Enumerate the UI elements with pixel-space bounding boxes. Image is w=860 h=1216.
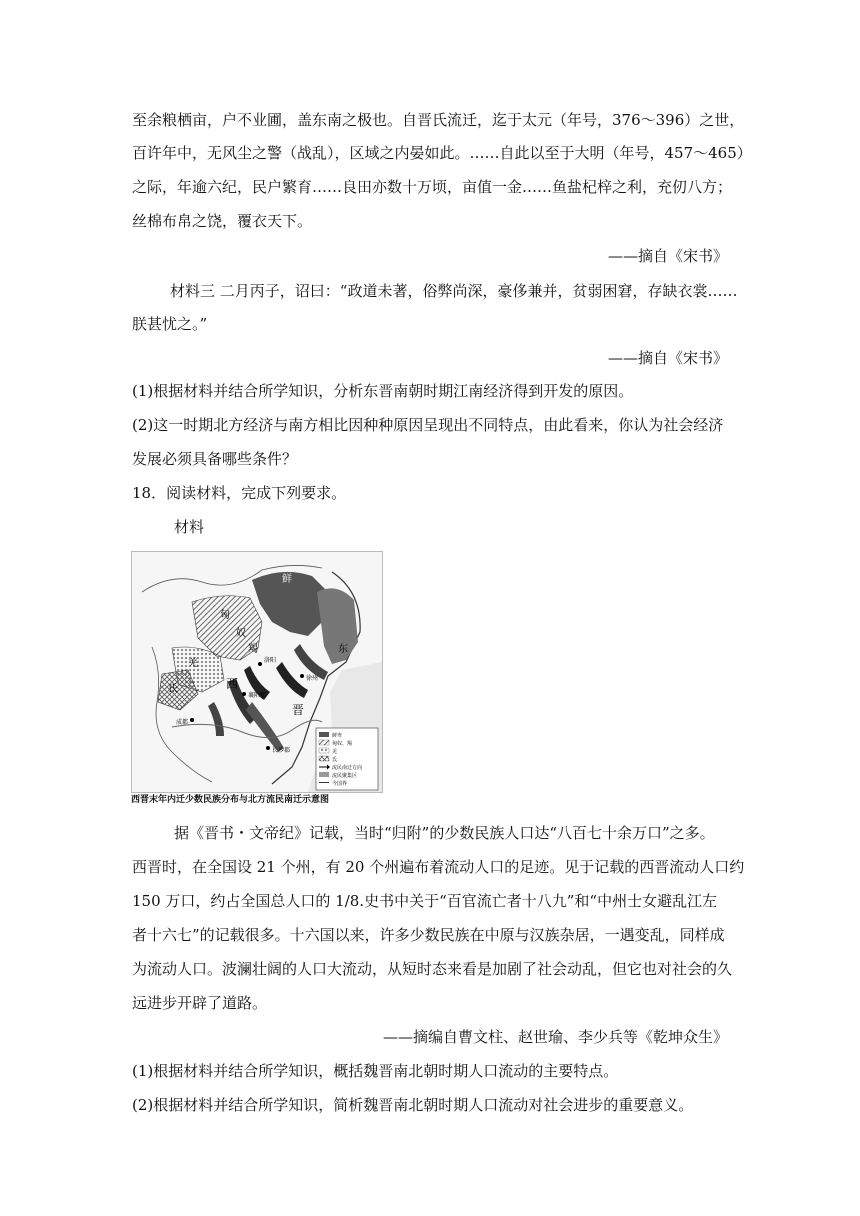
passage-line-1: 至余粮栖亩，户不业圃，盖东南之极也。自晋氏流迁，迄于太元（年号，376～396）之世， — [132, 111, 745, 129]
label-xuzhou: 徐州 — [306, 675, 319, 682]
q17-question-2-line-2: 发展必须具备哪些条件？ — [132, 450, 298, 468]
migration-map — [131, 551, 383, 793]
q17-question-1: (1)根据材料并结合所学知识，分析东晋南朝时期江南经济得到开发的原因。 — [132, 382, 634, 400]
migration-arrow — [208, 702, 224, 736]
legend-item: 流民南迁方向 — [332, 765, 363, 771]
label-changsha: 长沙郡 — [272, 747, 291, 754]
q18-question-2: (2)根据材料并结合所学知识，简析魏晋南北朝时期人口流动对社会进步的重要意义。 — [132, 1096, 694, 1114]
label-luoyang: 洛阳 — [264, 657, 277, 664]
city-marker — [258, 662, 262, 666]
map-legend — [316, 728, 378, 790]
label-chengdu: 成都 — [176, 719, 189, 726]
city-marker — [242, 692, 246, 696]
material-para-line-2: 西晋时，在全国设 21 个州，有 20 个州遍布着流动人口的足迹。见于记载的西晋流动人口约 — [132, 858, 745, 876]
passage-line-3: 之际，年逾六纪，民户繁育……良田亦数十万顷，亩值一金……鱼盐杞梓之利，充仞八方； — [132, 178, 733, 196]
material-para-line-6: 远进步开辟了道路。 — [132, 994, 268, 1012]
material-para-line-1: 据《晋书・文帝纪》记载，当时“归附”的少数民族人口达“八百七十余万口”之多。 — [174, 824, 715, 842]
label-jin: 晋 — [292, 703, 305, 717]
yangtze-river — [172, 720, 322, 737]
material-para-line-4: 者十六七”的记载很多。十六国以来，许多少数民族在中原与汉族杂居，一遇变乱，同样成 — [132, 926, 725, 944]
material3-line-1: 材料三 二月丙子，诏曰：“政道未著，俗弊尚深，豪侈兼并，贫弱困窘，存缺衣裳…… — [170, 282, 738, 300]
legend-item: 今国界 — [332, 781, 348, 787]
label-dong: 东 — [338, 644, 348, 655]
label-xiongnu: 匈 — [220, 610, 230, 621]
migration-arrow — [276, 662, 308, 698]
map-caption: 西晋末年内迁少数民族分布与北方流民南迁示意图 — [131, 795, 330, 805]
material-source: ——摘编自曹文柱、赵世瑜、李少兵等《乾坤众生》 — [382, 1028, 728, 1046]
label-xianbei: 鲜 — [282, 574, 292, 585]
legend-item: 鲜卑 — [332, 733, 343, 739]
material3-source: ——摘自《宋书》 — [607, 349, 728, 367]
q17-question-2-line-1: (2)这一时期北方经济与南方相比因种种原因呈现出不同特点，由此看来，你认为社会经济 — [132, 416, 724, 434]
label-nu: 奴 — [236, 628, 246, 639]
label-xi: 西 — [226, 677, 239, 691]
city-marker — [300, 674, 304, 678]
material3-line-2: 朕甚忧之。” — [132, 315, 208, 333]
legend-item: 氐 — [332, 757, 338, 763]
label-xiangyang: 襄阳郡 — [248, 692, 267, 699]
label-qiang: 羌 — [188, 658, 198, 669]
legend-item: 羌 — [332, 749, 338, 755]
passage-source: ——摘自《宋书》 — [607, 247, 728, 265]
label-jie: 羯 — [248, 644, 258, 655]
legend-item: 流民聚集区 — [332, 773, 358, 779]
city-marker — [190, 718, 194, 722]
city-marker — [266, 746, 270, 750]
q18-title: 18．阅读材料，完成下列要求。 — [132, 484, 347, 502]
passage-line-4: 丝棉布帛之饶，覆衣天下。 — [132, 212, 313, 230]
legend-item: 匈奴、羯 — [332, 741, 353, 747]
migration-arrow — [246, 702, 284, 752]
label-di: 氐 — [168, 684, 178, 695]
material-label: 材料 — [174, 518, 205, 536]
passage-line-2: 百许年中，无风尘之警（战乱），区域之内晏如此。……自此以至于大明（年号，457～465） — [132, 144, 752, 162]
material-para-line-5: 为流动人口。波澜壮阔的人口大流动，从短时态来看是加剧了社会动乱，但它也对社会的久 — [132, 960, 733, 978]
material-para-line-3: 150 万口，约占全国总人口的 1/8.史书中关于“百官流亡者十八九”和“中州士女避乱江左 — [132, 892, 718, 910]
q18-question-1: (1)根据材料并结合所学知识，概括魏晋南北朝时期人口流动的主要特点。 — [132, 1062, 619, 1080]
